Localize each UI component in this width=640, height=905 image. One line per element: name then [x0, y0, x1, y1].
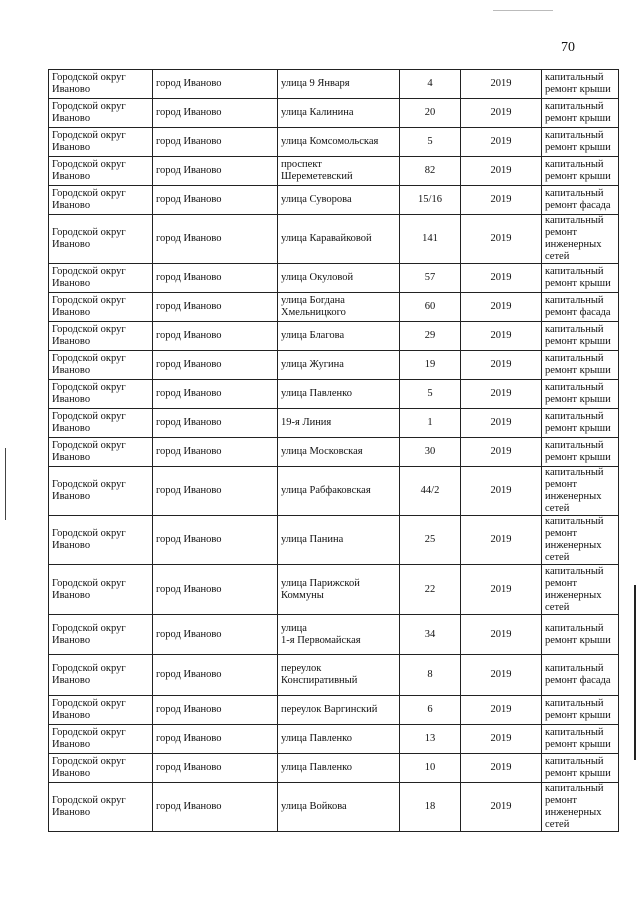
cell-district: Городской округ Иваново [49, 696, 153, 725]
table-row [49, 186, 619, 215]
table-row [49, 409, 619, 438]
cell-year: 2019 [461, 215, 542, 264]
cell-city: город Иваново [153, 565, 278, 615]
table-row [49, 467, 619, 516]
cell-street: улица Суворова [278, 186, 400, 215]
cell-city: город Иваново [153, 293, 278, 322]
cell-year: 2019 [461, 351, 542, 380]
cell-district: Городской округ Иваново [49, 438, 153, 467]
cell-street: переулок Варгинский [278, 696, 400, 725]
cell-district: Городской округ Иваново [49, 70, 153, 99]
cell-street: улица Окуловой [278, 264, 400, 293]
cell-district: Городской округ Иваново [49, 565, 153, 615]
cell-city: город Иваново [153, 655, 278, 696]
cell-street: улица Каравайковой [278, 215, 400, 264]
cell-house-number: 6 [400, 696, 461, 725]
table-row [49, 293, 619, 322]
table-row [49, 615, 619, 655]
cell-house-number: 10 [400, 754, 461, 783]
cell-work-type: капитальный ремонт крыши [542, 438, 619, 467]
cell-work-type: капитальный ремонт фасада [542, 293, 619, 322]
cell-street: улица Жугина [278, 351, 400, 380]
cell-year: 2019 [461, 128, 542, 157]
cell-district: Городской округ Иваново [49, 409, 153, 438]
cell-street: улица Панина [278, 516, 400, 565]
cell-year: 2019 [461, 467, 542, 516]
cell-district: Городской округ Иваново [49, 467, 153, 516]
cell-district: Городской округ Иваново [49, 754, 153, 783]
cell-city: город Иваново [153, 264, 278, 293]
cell-year: 2019 [461, 783, 542, 832]
cell-city: город Иваново [153, 215, 278, 264]
cell-city: город Иваново [153, 696, 278, 725]
table-row [49, 754, 619, 783]
cell-work-type: капитальный ремонт инженерных сетей [542, 467, 619, 516]
cell-street: улица Благова [278, 322, 400, 351]
cell-work-type: капитальный ремонт крыши [542, 696, 619, 725]
cell-work-type: капитальный ремонт крыши [542, 99, 619, 128]
table-row [49, 99, 619, 128]
cell-house-number: 5 [400, 380, 461, 409]
cell-house-number: 8 [400, 655, 461, 696]
cell-district: Городской округ Иваново [49, 128, 153, 157]
cell-year: 2019 [461, 293, 542, 322]
table-row [49, 264, 619, 293]
cell-work-type: капитальный ремонт инженерных сетей [542, 565, 619, 615]
cell-district: Городской округ Иваново [49, 655, 153, 696]
cell-year: 2019 [461, 264, 542, 293]
cell-year: 2019 [461, 438, 542, 467]
cell-street: переулок Конспиративный [278, 655, 400, 696]
cell-city: город Иваново [153, 615, 278, 655]
cell-year: 2019 [461, 99, 542, 128]
cell-year: 2019 [461, 516, 542, 565]
cell-street: улица 9 Января [278, 70, 400, 99]
cell-house-number: 141 [400, 215, 461, 264]
cell-street: 19-я Линия [278, 409, 400, 438]
cell-house-number: 4 [400, 70, 461, 99]
cell-work-type: капитальный ремонт инженерных сетей [542, 215, 619, 264]
table-row [49, 70, 619, 99]
table-row [49, 322, 619, 351]
cell-street: улица Комсомольская [278, 128, 400, 157]
cell-year: 2019 [461, 186, 542, 215]
cell-work-type: капитальный ремонт крыши [542, 380, 619, 409]
cell-district: Городской округ Иваново [49, 615, 153, 655]
cell-year: 2019 [461, 754, 542, 783]
cell-city: город Иваново [153, 351, 278, 380]
table-row [49, 725, 619, 754]
cell-district: Городской округ Иваново [49, 351, 153, 380]
cell-city: город Иваново [153, 467, 278, 516]
cell-district: Городской округ Иваново [49, 186, 153, 215]
cell-house-number: 19 [400, 351, 461, 380]
cell-work-type: капитальный ремонт инженерных сетей [542, 783, 619, 832]
cell-year: 2019 [461, 380, 542, 409]
cell-house-number: 44/2 [400, 467, 461, 516]
cell-street: улица Павленко [278, 380, 400, 409]
cell-city: город Иваново [153, 725, 278, 754]
cell-year: 2019 [461, 409, 542, 438]
cell-work-type: капитальный ремонт крыши [542, 264, 619, 293]
cell-house-number: 57 [400, 264, 461, 293]
cell-work-type: капитальный ремонт крыши [542, 754, 619, 783]
table-row [49, 128, 619, 157]
cell-work-type: капитальный ремонт крыши [542, 725, 619, 754]
cell-district: Городской округ Иваново [49, 157, 153, 186]
cell-work-type: капитальный ремонт крыши [542, 615, 619, 655]
cell-street: улица Парижской Коммуны [278, 565, 400, 615]
cell-house-number: 5 [400, 128, 461, 157]
cell-city: город Иваново [153, 186, 278, 215]
scan-artifact [5, 448, 6, 520]
scan-artifact [493, 10, 553, 11]
cell-year: 2019 [461, 157, 542, 186]
cell-year: 2019 [461, 565, 542, 615]
cell-city: город Иваново [153, 783, 278, 832]
cell-street: улица Павленко [278, 725, 400, 754]
cell-street: улица Войкова [278, 783, 400, 832]
cell-house-number: 18 [400, 783, 461, 832]
table-row [49, 157, 619, 186]
cell-street: улица 1-я Первомайская [278, 615, 400, 655]
cell-house-number: 82 [400, 157, 461, 186]
cell-work-type: капитальный ремонт крыши [542, 128, 619, 157]
cell-district: Городской округ Иваново [49, 380, 153, 409]
cell-district: Городской округ Иваново [49, 516, 153, 565]
cell-street: улица Московская [278, 438, 400, 467]
cell-house-number: 22 [400, 565, 461, 615]
cell-work-type: капитальный ремонт крыши [542, 322, 619, 351]
table-row [49, 655, 619, 696]
scan-artifact [634, 585, 636, 760]
cell-year: 2019 [461, 322, 542, 351]
cell-street: улица Калинина [278, 99, 400, 128]
cell-house-number: 60 [400, 293, 461, 322]
table-body [49, 70, 619, 832]
cell-year: 2019 [461, 696, 542, 725]
cell-city: город Иваново [153, 438, 278, 467]
cell-house-number: 34 [400, 615, 461, 655]
cell-house-number: 29 [400, 322, 461, 351]
cell-year: 2019 [461, 615, 542, 655]
cell-city: город Иваново [153, 380, 278, 409]
cell-city: город Иваново [153, 516, 278, 565]
cell-district: Городской округ Иваново [49, 99, 153, 128]
cell-city: город Иваново [153, 99, 278, 128]
cell-work-type: капитальный ремонт крыши [542, 157, 619, 186]
cell-street: улица Богдана Хмельницкого [278, 293, 400, 322]
cell-district: Городской округ Иваново [49, 264, 153, 293]
cell-district: Городской округ Иваново [49, 293, 153, 322]
cell-house-number: 25 [400, 516, 461, 565]
cell-house-number: 13 [400, 725, 461, 754]
cell-district: Городской округ Иваново [49, 725, 153, 754]
cell-district: Городской округ Иваново [49, 215, 153, 264]
cell-city: город Иваново [153, 409, 278, 438]
table-row [49, 438, 619, 467]
cell-house-number: 30 [400, 438, 461, 467]
table-row [49, 351, 619, 380]
cell-work-type: капитальный ремонт инженерных сетей [542, 516, 619, 565]
repair-schedule-table [48, 69, 619, 832]
cell-house-number: 15/16 [400, 186, 461, 215]
cell-house-number: 1 [400, 409, 461, 438]
cell-work-type: капитальный ремонт фасада [542, 186, 619, 215]
cell-street: улица Рабфаковская [278, 467, 400, 516]
cell-work-type: капитальный ремонт фасада [542, 655, 619, 696]
cell-year: 2019 [461, 725, 542, 754]
cell-street: улица Павленко [278, 754, 400, 783]
cell-city: город Иваново [153, 70, 278, 99]
cell-city: город Иваново [153, 157, 278, 186]
cell-house-number: 20 [400, 99, 461, 128]
cell-city: город Иваново [153, 322, 278, 351]
table-row [49, 783, 619, 832]
cell-district: Городской округ Иваново [49, 322, 153, 351]
cell-district: Городской округ Иваново [49, 783, 153, 832]
cell-city: город Иваново [153, 128, 278, 157]
table-row [49, 516, 619, 565]
cell-work-type: капитальный ремонт крыши [542, 409, 619, 438]
table-row [49, 565, 619, 615]
table-row [49, 696, 619, 725]
cell-street: проспект Шереметевский [278, 157, 400, 186]
cell-year: 2019 [461, 655, 542, 696]
page-number: 70 [561, 40, 575, 55]
cell-work-type: капитальный ремонт крыши [542, 70, 619, 99]
cell-work-type: капитальный ремонт крыши [542, 351, 619, 380]
cell-city: город Иваново [153, 754, 278, 783]
cell-year: 2019 [461, 70, 542, 99]
table-row [49, 380, 619, 409]
table-row [49, 215, 619, 264]
